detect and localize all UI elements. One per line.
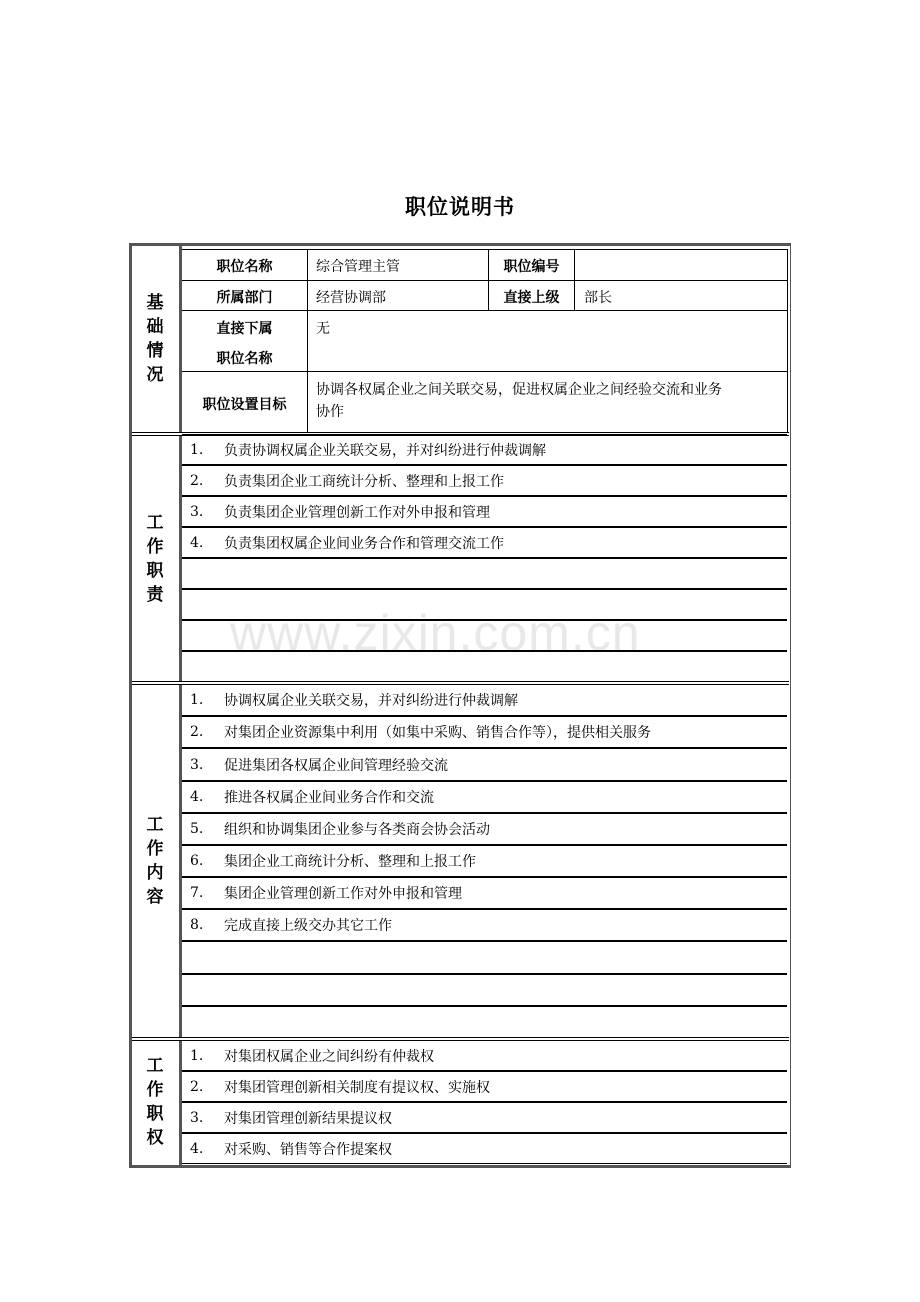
document-title: 职位说明书 xyxy=(405,195,515,219)
grid-line xyxy=(787,249,788,432)
content-row-empty xyxy=(182,1006,787,1038)
superior-label: 直接上级 xyxy=(503,290,560,306)
content-row: 8. 完成直接上级交办其它工作 xyxy=(182,909,787,941)
grid-line xyxy=(182,280,788,281)
duty-row-empty xyxy=(182,558,787,589)
duty-row-empty xyxy=(182,620,787,651)
authority-row: 4. 对采购、销售等合作提案权 xyxy=(182,1133,787,1164)
subordinate-value: 无 xyxy=(316,321,330,337)
content-row: 5. 组织和协调集团企业参与各类商会协会活动 xyxy=(182,813,787,845)
authority-row: 3. 对集团管理创新结果提议权 xyxy=(182,1102,787,1133)
content-row: 6. 集团企业工商统计分析、整理和上报工作 xyxy=(182,845,787,877)
section-label-basic: 基 础 情 况 xyxy=(146,293,164,385)
duty-row-empty xyxy=(182,651,787,682)
position-name-label: 职位名称 xyxy=(216,259,273,275)
department-label: 所属部门 xyxy=(216,290,273,306)
duty-row: 1. 负责协调权属企业关联交易，并对纠纷进行仲裁调解 xyxy=(182,434,787,465)
duty-row-empty xyxy=(182,589,787,620)
duty-row: 4. 负责集团权属企业间业务合作和管理交流工作 xyxy=(182,527,787,558)
superior-value: 部长 xyxy=(584,290,612,306)
duty-row: 2. 负责集团企业工商统计分析、整理和上报工作 xyxy=(182,465,787,496)
grid-line xyxy=(574,249,575,310)
duty-row: 3. 负责集团企业管理创新工作对外申报和管理 xyxy=(182,496,787,527)
subordinate-label-line2: 职位名称 xyxy=(216,351,273,367)
subordinate-label-line1: 直接下属 xyxy=(216,321,273,337)
content-row-empty xyxy=(182,974,787,1006)
grid-line xyxy=(307,249,308,432)
grid-line xyxy=(182,371,788,372)
content-row: 1. 协调权属企业关联交易，并对纠纷进行仲裁调解 xyxy=(182,684,787,716)
grid-line xyxy=(182,249,788,250)
goal-label: 职位设置目标 xyxy=(202,397,287,413)
department-value: 经营协调部 xyxy=(316,290,386,306)
section-label-content: 工 作 内 容 xyxy=(146,815,164,907)
section-label-duties: 工 作 职 责 xyxy=(146,513,164,605)
grid-line xyxy=(182,310,788,311)
authority-row: 1. 对集团权属企业之间纠纷有仲裁权 xyxy=(182,1040,787,1071)
content-row: 4. 推进各权属企业间业务合作和交流 xyxy=(182,781,787,813)
position-name-value: 综合管理主管 xyxy=(316,259,400,275)
content-row: 3. 促进集团各权属企业间管理经验交流 xyxy=(182,748,787,781)
content-row: 7. 集团企业管理创新工作对外申报和管理 xyxy=(182,877,787,909)
content-row-empty xyxy=(182,941,787,974)
content-row: 2. 对集团企业资源集中利用（如集中采购、销售合作等），提供相关服务 xyxy=(182,716,787,748)
section-label-authority: 工 作 职 权 xyxy=(146,1056,164,1148)
authority-row: 2. 对集团管理创新相关制度有提议权、实施权 xyxy=(182,1071,787,1102)
position-no-label: 职位编号 xyxy=(503,259,560,275)
watermark: www.zixin.com.cn xyxy=(230,605,641,661)
goal-value: 协调各权属企业之间关联交易，促进权属企业之间经验交流和业务 协作 xyxy=(316,382,722,420)
